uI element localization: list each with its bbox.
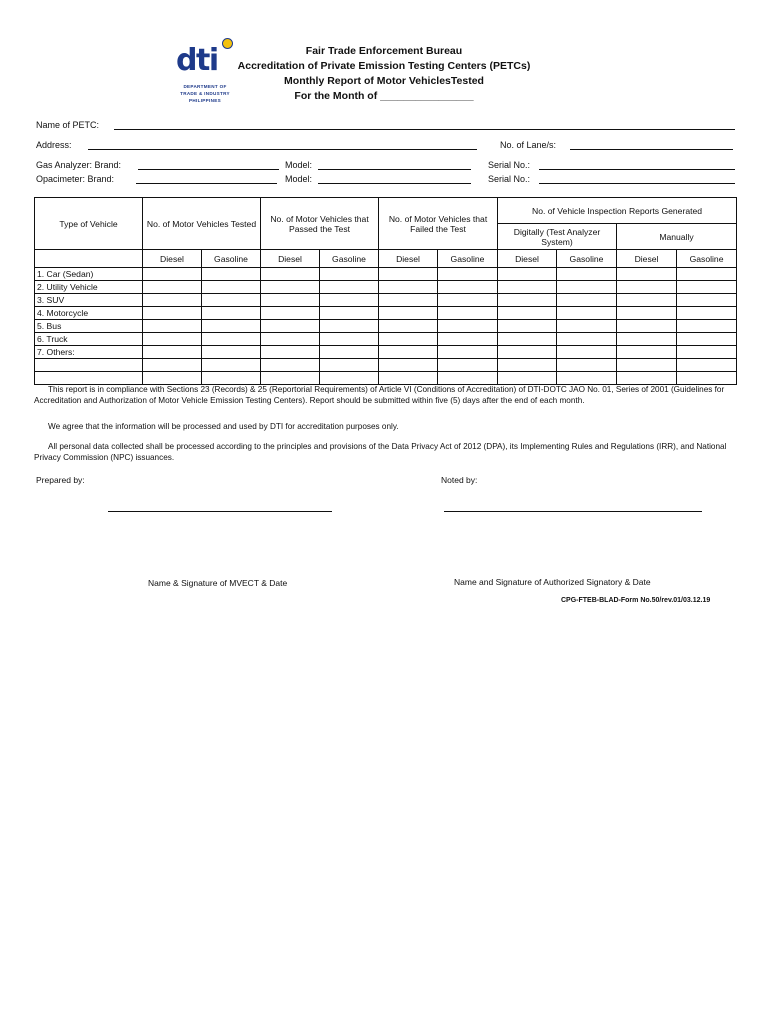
count-cell[interactable]	[202, 294, 261, 307]
count-cell[interactable]	[320, 333, 379, 346]
vehicle-type-cell: 4. Motorcycle	[35, 307, 143, 320]
gas-analyzer-brand-label: Gas Analyzer: Brand:	[36, 160, 122, 170]
count-cell[interactable]	[261, 320, 320, 333]
blank-header-cell	[35, 250, 143, 268]
table-row	[35, 359, 737, 372]
count-cell[interactable]	[677, 320, 737, 333]
count-cell[interactable]	[143, 281, 202, 294]
count-cell[interactable]	[438, 346, 498, 359]
count-cell[interactable]	[320, 372, 379, 385]
digitally-header: Digitally (Test Analyzer System)	[498, 224, 617, 250]
count-cell[interactable]	[261, 281, 320, 294]
count-cell[interactable]	[202, 359, 261, 372]
vehicle-type-cell: 2. Utility Vehicle	[35, 281, 143, 294]
count-cell[interactable]	[677, 346, 737, 359]
table-row	[35, 294, 737, 307]
count-cell[interactable]	[557, 268, 617, 281]
count-cell[interactable]	[202, 320, 261, 333]
count-cell[interactable]	[261, 294, 320, 307]
gasoline-header: Gasoline	[202, 250, 261, 268]
table-body	[35, 268, 737, 385]
count-cell[interactable]	[379, 372, 438, 385]
noted-by-signature-line[interactable]	[444, 511, 702, 512]
count-cell[interactable]	[498, 346, 557, 359]
gasoline-header: Gasoline	[557, 250, 617, 268]
address-line[interactable]	[88, 149, 477, 150]
count-cell[interactable]	[320, 359, 379, 372]
count-cell[interactable]	[143, 333, 202, 346]
diesel-header: Diesel	[379, 250, 438, 268]
table-row	[35, 307, 737, 320]
count-cell[interactable]	[438, 320, 498, 333]
count-cell[interactable]	[677, 281, 737, 294]
tested-header: No. of Motor Vehicles Tested	[143, 198, 261, 250]
count-cell[interactable]	[557, 359, 617, 372]
count-cell[interactable]	[379, 294, 438, 307]
vehicle-type-cell: 7. Others:	[35, 346, 143, 359]
opacimeter-model-label: Model:	[285, 174, 313, 184]
mvect-signature-label: Name & Signature of MVECT & Date	[148, 578, 288, 588]
count-cell[interactable]	[202, 372, 261, 385]
vehicle-type-cell	[35, 359, 143, 372]
count-cell[interactable]	[143, 320, 202, 333]
agreement-paragraph: We agree that the information will be processed and used by DTI for accreditation purposes only.	[48, 422, 399, 431]
count-cell[interactable]	[143, 359, 202, 372]
count-cell[interactable]	[617, 333, 677, 346]
count-cell[interactable]	[617, 346, 677, 359]
table-row	[35, 320, 737, 333]
count-cell[interactable]	[261, 268, 320, 281]
prepared-by-signature-line[interactable]	[108, 511, 332, 512]
noted-by-label: Noted by:	[441, 475, 478, 485]
month-line: For the Month of ________________	[294, 90, 474, 102]
vehicle-type-cell	[35, 372, 143, 385]
count-cell[interactable]	[498, 294, 557, 307]
gas-analyzer-model-line[interactable]	[318, 169, 471, 170]
count-cell[interactable]	[379, 307, 438, 320]
count-cell[interactable]	[677, 294, 737, 307]
count-cell[interactable]	[617, 294, 677, 307]
count-cell[interactable]	[557, 320, 617, 333]
count-cell[interactable]	[557, 346, 617, 359]
lanes-label: No. of Lane/s:	[500, 140, 557, 150]
count-cell[interactable]	[617, 268, 677, 281]
diesel-header: Diesel	[617, 250, 677, 268]
count-cell[interactable]	[617, 359, 677, 372]
count-cell[interactable]	[143, 294, 202, 307]
count-cell[interactable]	[677, 268, 737, 281]
diesel-header: Diesel	[498, 250, 557, 268]
count-cell[interactable]	[557, 307, 617, 320]
manually-header: Manually	[617, 224, 737, 250]
count-cell[interactable]	[202, 307, 261, 320]
reports-generated-header: No. of Vehicle Inspection Reports Generated	[498, 198, 737, 224]
compliance-paragraph: This report is in compliance with Sections 23 (Records) & 25 (Reportorial Requirements) of Article VI (Conditions of Accreditation) of DTI-DOTC JAO No. 01, Series of 2001 (Guidelines for Accreditation and Authorization of Motor Vehicle Emission Testing Centers). Report should be submitted within five (5) days after the end of each month.	[34, 385, 725, 405]
form-code: CPG-FTEB-BLAD-Form No.50/rev.01/03.12.19	[561, 597, 711, 604]
count-cell[interactable]	[498, 307, 557, 320]
count-cell[interactable]	[438, 281, 498, 294]
diesel-header: Diesel	[143, 250, 202, 268]
count-cell[interactable]	[438, 359, 498, 372]
gasoline-header: Gasoline	[438, 250, 498, 268]
count-cell[interactable]	[438, 307, 498, 320]
opacimeter-brand-line[interactable]	[136, 183, 277, 184]
report-title: Monthly Report of Motor VehiclesTested	[284, 75, 484, 87]
gas-analyzer-brand-line[interactable]	[138, 169, 279, 170]
count-cell[interactable]	[320, 281, 379, 294]
count-cell[interactable]	[557, 333, 617, 346]
authorized-signatory-label: Name and Signature of Authorized Signatory & Date	[454, 577, 651, 587]
count-cell[interactable]	[498, 268, 557, 281]
gas-analyzer-serial-line[interactable]	[539, 169, 735, 170]
vehicle-type-cell: 3. SUV	[35, 294, 143, 307]
opacimeter-model-line[interactable]	[318, 183, 471, 184]
count-cell[interactable]	[617, 307, 677, 320]
gas-analyzer-serial-label: Serial No.:	[488, 160, 531, 170]
logo-line-2: TRADE & INDUSTRY	[180, 91, 230, 96]
count-cell[interactable]	[379, 268, 438, 281]
count-cell[interactable]	[379, 359, 438, 372]
count-cell[interactable]	[261, 307, 320, 320]
count-cell[interactable]	[557, 372, 617, 385]
gasoline-header: Gasoline	[320, 250, 379, 268]
count-cell[interactable]	[202, 268, 261, 281]
count-cell[interactable]	[438, 372, 498, 385]
count-cell[interactable]	[498, 281, 557, 294]
count-cell[interactable]	[557, 294, 617, 307]
count-cell[interactable]	[677, 307, 737, 320]
count-cell[interactable]	[498, 320, 557, 333]
count-cell[interactable]	[617, 281, 677, 294]
petc-name-label: Name of PETC:	[36, 120, 100, 130]
count-cell[interactable]	[498, 333, 557, 346]
count-cell[interactable]	[143, 268, 202, 281]
gasoline-header: Gasoline	[677, 250, 737, 268]
diesel-header: Diesel	[261, 250, 320, 268]
count-cell[interactable]	[261, 333, 320, 346]
count-cell[interactable]	[617, 372, 677, 385]
prepared-by-label: Prepared by:	[36, 475, 85, 485]
failed-header: No. of Motor Vehicles that Failed the Test	[379, 198, 498, 250]
table-row	[35, 372, 737, 385]
petc-name-line[interactable]	[114, 129, 735, 130]
vehicle-type-cell: 1. Car (Sedan)	[35, 268, 143, 281]
vehicle-type-cell: 5. Bus	[35, 320, 143, 333]
table-row	[35, 268, 737, 281]
count-cell[interactable]	[677, 333, 737, 346]
count-cell[interactable]	[320, 294, 379, 307]
accreditation-title: Accreditation of Private Emission Testing Centers (PETCs)	[237, 60, 531, 72]
count-cell[interactable]	[261, 346, 320, 359]
count-cell[interactable]	[320, 320, 379, 333]
opacimeter-serial-line[interactable]	[539, 183, 735, 184]
gas-analyzer-model-label: Model:	[285, 160, 313, 170]
table-row	[35, 346, 737, 359]
count-cell[interactable]	[498, 372, 557, 385]
count-cell[interactable]	[143, 346, 202, 359]
count-cell[interactable]	[677, 359, 737, 372]
count-cell[interactable]	[617, 320, 677, 333]
logo-text: dti	[176, 43, 218, 78]
address-label: Address:	[36, 140, 72, 150]
count-cell[interactable]	[261, 359, 320, 372]
logo-line-1: DEPARTMENT OF	[183, 84, 227, 89]
count-cell[interactable]	[320, 268, 379, 281]
logo-line-3: PHILIPPINES	[189, 98, 221, 103]
vehicles-tested-table	[34, 197, 737, 385]
count-cell[interactable]	[379, 346, 438, 359]
opacimeter-brand-label: Opacimeter: Brand:	[36, 174, 115, 184]
count-cell[interactable]	[677, 372, 737, 385]
count-cell[interactable]	[438, 294, 498, 307]
count-cell[interactable]	[379, 333, 438, 346]
count-cell[interactable]	[202, 281, 261, 294]
bureau-title: Fair Trade Enforcement Bureau	[305, 45, 463, 57]
count-cell[interactable]	[498, 359, 557, 372]
count-cell[interactable]	[143, 372, 202, 385]
type-of-vehicle-header: Type of Vehicle	[35, 198, 143, 250]
count-cell[interactable]	[557, 281, 617, 294]
count-cell[interactable]	[438, 268, 498, 281]
count-cell[interactable]	[379, 320, 438, 333]
count-cell[interactable]	[438, 333, 498, 346]
privacy-paragraph: All personal data collected shall be processed according to the principles and provisions of the Data Privacy Act of 2012 (DPA), its Implementing Rules and Regulations (IRR), and National Privacy Commission (NPC) issuances.	[34, 442, 727, 462]
opacimeter-serial-label: Serial No.:	[488, 174, 531, 184]
count-cell[interactable]	[143, 307, 202, 320]
passed-header: No. of Motor Vehicles that Passed the Test	[261, 198, 379, 250]
lanes-line[interactable]	[570, 149, 733, 150]
count-cell[interactable]	[261, 372, 320, 385]
count-cell[interactable]	[320, 346, 379, 359]
table-row	[35, 281, 737, 294]
count-cell[interactable]	[202, 346, 261, 359]
table-row	[35, 333, 737, 346]
count-cell[interactable]	[202, 333, 261, 346]
count-cell[interactable]	[320, 307, 379, 320]
count-cell[interactable]	[379, 281, 438, 294]
vehicle-type-cell: 6. Truck	[35, 333, 143, 346]
